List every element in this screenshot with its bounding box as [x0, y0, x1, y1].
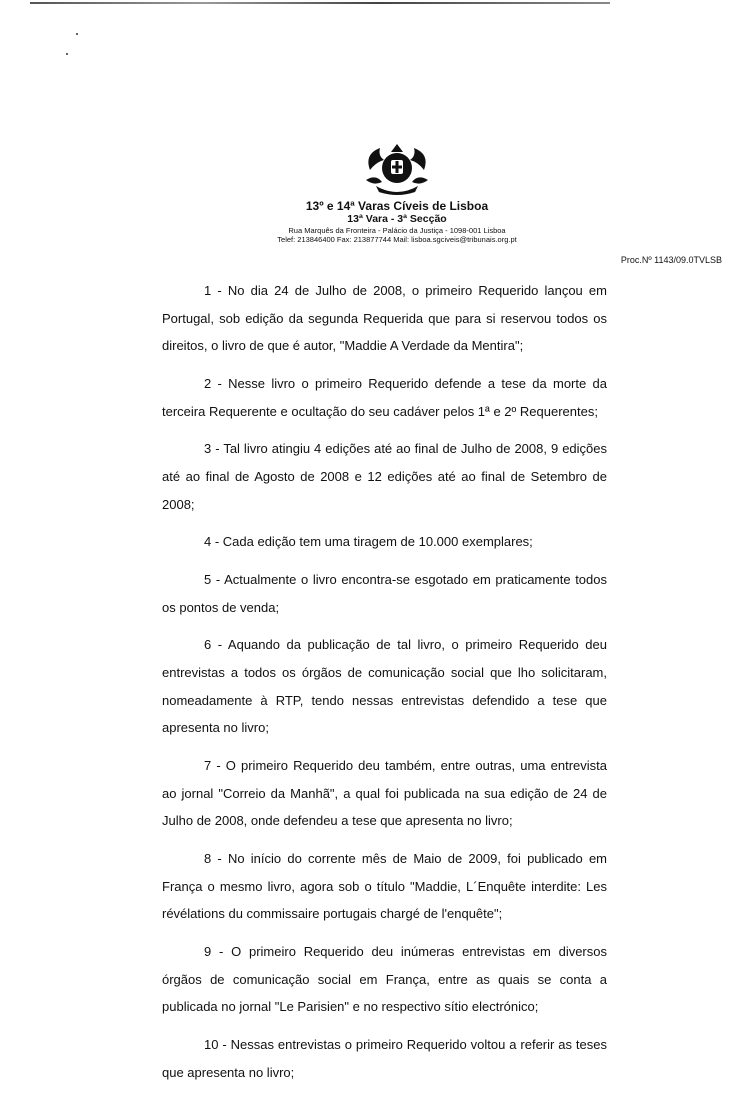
scan-speck: [66, 53, 68, 55]
paragraph-3: 3 - Tal livro atingiu 4 edições até ao final de Julho de 2008, 9 edições até ao final de Agosto de 2008 e 12 edições até ao final de Setembro de 2008;: [162, 441, 607, 512]
paragraph-5: 5 - Actualmente o livro encontra-se esgotado em praticamente todos os pontos de venda;: [162, 572, 607, 615]
paragraph-8: 8 - No início do corrente mês de Maio de 2009, foi publicado em França o mesmo livro, agora sob o título "Maddie, L´Enquête interdite: Les révélations du commissaire portugais chargé de l'enquête";: [162, 851, 607, 922]
paragraph-1: 1 - No dia 24 de Julho de 2008, o primeiro Requerido lançou em Portugal, sob edição da segunda Requerida que para si reservou todos os direitos, o livro de que é autor, "Maddie A Verdade da Mentira";: [162, 283, 607, 354]
process-number: Proc.Nº 1143/09.0TVLSB: [620, 255, 722, 265]
coat-of-arms-icon: [362, 140, 432, 196]
court-contacts: Telef: 213846400 Fax: 213877744 Mail: lisboa.sgciveis@tribunais.org.pt: [277, 235, 517, 244]
paragraph-4: 4 - Cada edição tem uma tiragem de 10.000 exemplares;: [204, 534, 533, 550]
paragraph-6: 6 - Aquando da publicação de tal livro, o primeiro Requerido deu entrevistas a todos os órgãos de comunicação social que lho solicitaram, nomeadamente à RTP, tendo nessas entrevistas defendido a tese que apresenta no livro;: [162, 637, 607, 736]
court-address: Rua Marquês da Fronteira - Palácio da Justiça - 1098-001 Lisboa: [288, 226, 506, 235]
court-name: 13º e 14ª Varas Cíveis de Lisboa: [305, 199, 489, 213]
paragraph-9: 9 - O primeiro Requerido deu inúmeras entrevistas em diversos órgãos de comunicação social em França, entre as quais se conta a publicada no jornal "Le Parisien" e no respectivo sítio electrónico;: [162, 943, 607, 1015]
paragraph-10: 10 - Nessas entrevistas o primeiro Requerido voltou a referir as teses que apresenta no livro;: [162, 1036, 607, 1080]
paragraph-2: 2 - Nesse livro o primeiro Requerido defende a tese da morte da terceira Requerente e ocultação do seu cadáver pelos 1ª e 2º Requerentes;: [162, 375, 607, 419]
paragraph-7: 7 - O primeiro Requerido deu também, entre outras, uma entrevista ao jornal "Correio da Manhã", a qual foi publicada na sua edição de 24 de Julho de 2008, onde defendeu a tese que apresenta no livro;: [162, 758, 607, 829]
court-section: 13ª Vara - 3ª Secção: [347, 213, 447, 225]
document-body: [162, 277, 607, 1096]
scan-edge-line: [30, 2, 610, 4]
scan-speck: [76, 33, 78, 35]
